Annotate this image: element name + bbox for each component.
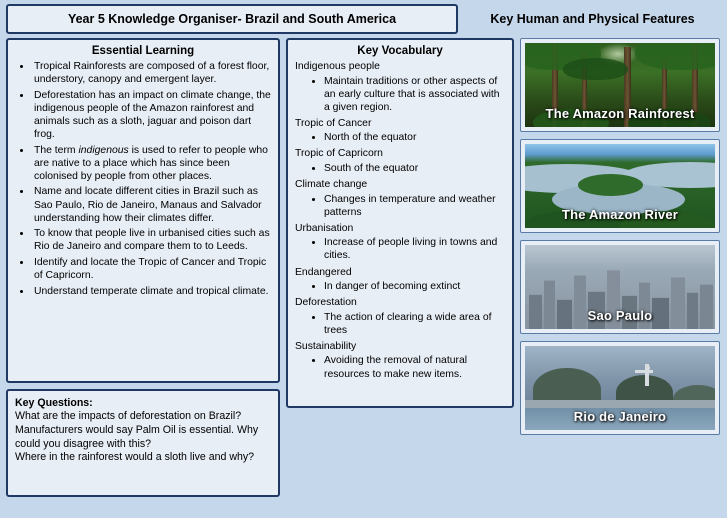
rio-image	[525, 346, 715, 430]
key-vocabulary-heading: Key Vocabulary	[357, 45, 443, 57]
foliage-icon	[563, 58, 628, 80]
vocabulary-term: Climate change	[295, 179, 368, 191]
vocabulary-definition: • Maintain traditions or other aspects of an early culture that is associated with a given region.	[324, 75, 505, 114]
vocabulary-definition: • In danger of becoming extinct	[324, 280, 505, 293]
list-item: • To know that people live in urbanised cities such as Rio de Janeiro and compare them to to Leeds.	[32, 227, 271, 253]
image-caption: Sao Paulo	[587, 308, 653, 323]
page-title: Year 5 Knowledge Organiser- Brazil and South America	[6, 4, 458, 34]
christ-redeemer-arms-icon	[635, 370, 653, 373]
list-item	[32, 144, 271, 183]
vocabulary-definition-list	[295, 354, 505, 380]
list-item: • Understand temperate climate and tropical climate.	[32, 285, 271, 298]
foliage-icon	[635, 43, 715, 70]
middle-column	[286, 38, 514, 408]
list-item: • Identify and locate the Tropic of Cancer and Tropic of Capricorn.	[32, 256, 271, 282]
list-item: • Deforestation has an impact on climate change, the indigenous people of the Amazon rainforest and animals such as a sloth, jaguar and poison dart frog.	[32, 89, 271, 141]
key-vocabulary-panel	[286, 38, 514, 408]
vocabulary-definition-list	[295, 162, 505, 175]
key-question-line: Manufacturers would say Palm Oil is essential. Why could you disagree with this?	[15, 423, 259, 450]
image-card-rio-de-janeiro	[520, 341, 720, 435]
vocabulary-term: Urbanisation	[295, 222, 354, 234]
vocabulary-definition: • Increase of people living in towns and cities.	[324, 236, 505, 262]
essential-learning-heading: Essential Learning	[91, 45, 195, 57]
vocabulary-definition-list	[295, 131, 505, 144]
vocabulary-definition: • South of the equator	[324, 162, 505, 175]
list-item: • Tropical Rainforests are composed of a forest floor, understory, canopy and emergent layer.	[32, 60, 271, 86]
image-card-amazon-river	[520, 139, 720, 233]
vocabulary-definition-list	[295, 280, 505, 293]
vocabulary-term: Indigenous people	[295, 61, 380, 72]
emphasised-term: indigenous	[78, 144, 129, 156]
city-strip-icon	[525, 400, 715, 408]
vocabulary-definition: • North of the equator	[324, 131, 505, 144]
list-item: • Name and locate different cities in Brazil such as Sao Paulo, Rio de Janeiro, Manaus and Salvador understanding how their climates differ.	[32, 185, 271, 224]
vocabulary-term: Tropic of Capricorn	[295, 148, 383, 160]
sao-paulo-image	[525, 245, 715, 329]
vocabulary-definition-list	[295, 75, 505, 114]
vocabulary-definition-list	[295, 193, 505, 219]
image-card-sao-paulo	[520, 240, 720, 334]
image-caption: The Amazon Rainforest	[545, 106, 695, 121]
list-item-text-part: The term indigenous is used to refer to people who are native to a place which has since been colonised by people from other places.	[34, 144, 268, 182]
rainforest-image	[525, 43, 715, 127]
vocabulary-definition-list	[295, 236, 505, 262]
key-question-line: Where in the rainforest would a sloth live and why?	[15, 451, 255, 464]
image-card-amazon-rainforest	[520, 38, 720, 132]
key-question-line: What are the impacts of deforestation on Brazil?	[15, 410, 242, 422]
key-questions-heading: Key Questions:	[15, 397, 93, 409]
vocabulary-definition-list	[295, 311, 505, 337]
features-section-title: Key Human and Physical Features	[490, 12, 695, 26]
image-caption: Rio de Janeiro	[573, 409, 667, 424]
key-questions-panel	[6, 389, 280, 497]
christ-redeemer-head-icon	[647, 366, 650, 370]
vocabulary-definition: • Changes in temperature and weather patterns	[324, 193, 505, 219]
right-column	[520, 38, 720, 442]
forest-island-icon	[578, 174, 643, 196]
vocabulary-definition: • Avoiding the removal of natural resources to make new items.	[324, 354, 505, 380]
content-area	[0, 34, 727, 503]
vocabulary-term: Sustainability	[295, 340, 357, 352]
vocabulary-term: Tropic of Cancer	[295, 117, 372, 129]
vocabulary-term: Deforestation	[295, 297, 357, 309]
essential-learning-panel	[6, 38, 280, 383]
vocabulary-term: Endangered	[295, 266, 352, 278]
river-image	[525, 144, 715, 228]
image-caption: The Amazon River	[561, 207, 679, 222]
vocabulary-definition: • The action of clearing a wide area of trees	[324, 311, 505, 337]
left-column	[6, 38, 280, 497]
header-row	[0, 0, 727, 34]
essential-learning-list	[15, 60, 271, 298]
